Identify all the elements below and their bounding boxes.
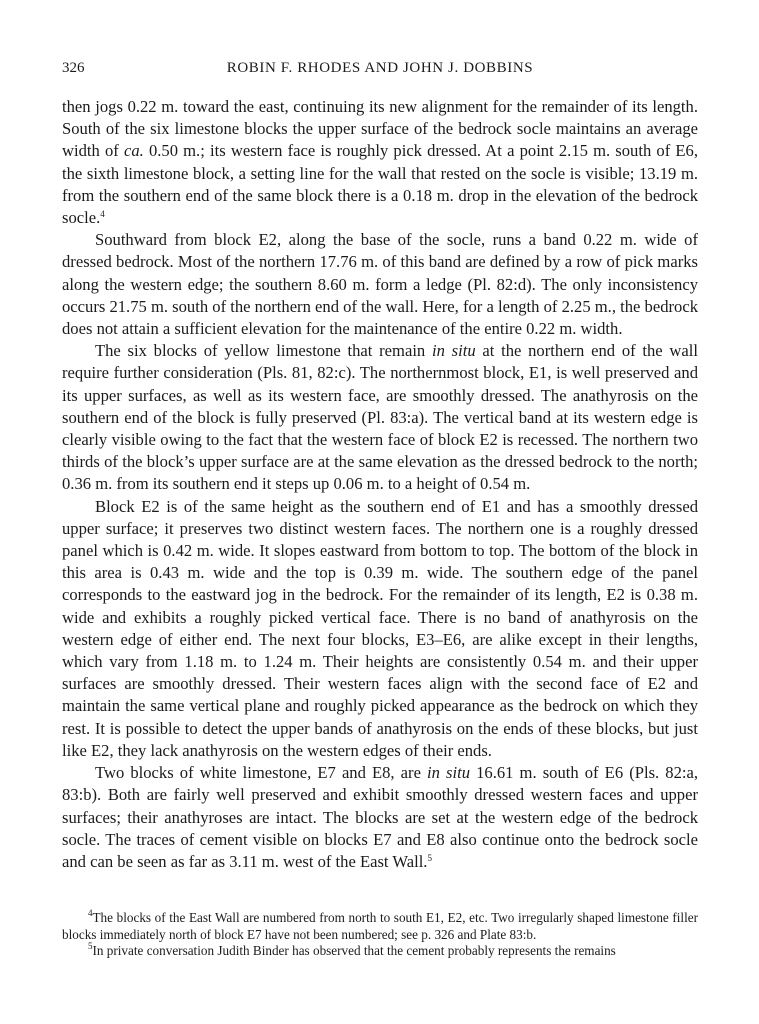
running-head: ROBIN F. RHODES AND JOHN J. DOBBINS	[226, 60, 534, 76]
paragraph	[62, 340, 698, 495]
text-run: at the northern end of the wall require further consideration (Pls. 81, 82:c). The northernmost block, E1, is well preserved and its upper surfaces, as well as its western face, are smoothly dressed. The anathyrosis on the southern end of the block is fully preserved (Pl. 83:a). The vertical band at its western edge is clearly visible owing to the fact that the western face of block E2 is recessed. The northern two thirds of the block’s upper surface are at the same elevation as the dressed bedrock to the north; 0.36 m. from its southern end it steps up 0.06 m. to a height of 0.54 m.	[62, 341, 698, 494]
italic-term: in situ	[427, 763, 471, 783]
text-run: Two blocks of white limestone, E7 and E8, are	[95, 763, 428, 783]
footnote-mark: 5	[88, 941, 93, 952]
page-header	[62, 60, 698, 82]
footnote-text: The blocks of the East Wall are numbered from north to south E1, E2, etc. Two irregularly shaped limestone filler blocks immediately north of block E7 have not been numbered; see p. 326 and Plate 83:b.	[62, 910, 698, 942]
footnote-ref: 5	[427, 852, 432, 863]
paragraph	[62, 96, 698, 229]
paragraph: Southward from block E2, along the base of the socle, runs a band 0.22 m. wide of dressed bedrock. Most of the northern 17.76 m. of this band are defined by a row of pick marks along the western edge; the southern 8.60 m. form a ledge (Pl. 82:d). The only inconsistency occurs 21.75 m. south of the northern end of the wall. Here, for a length of 2.25 m., the bedrock does not attain a sufficient elevation for the maintenance of the entire 0.22 m. width.	[62, 230, 698, 339]
text-run: 16.61 m. south of E6 (Pls. 82:a, 83:b). Both are fairly well preserved and exhibit smoothly dressed western faces and upper surfaces; their anathyroses are intact. The blocks are set at the western edge of the bedrock socle. The traces of cement visible on blocks E7 and E8 also continue onto the bedrock socle and can be seen as far as 3.11 m. west of the East Wall.	[62, 763, 698, 871]
paragraph: Block E2 is of the same height as the southern end of E1 and has a smoothly dressed upper surface; it preserves two distinct western faces. The northern one is a roughly dressed panel which is 0.42 m. wide. It slopes eastward from bottom to top. The bottom of the block in this area is 0.43 m. wide and the top is 0.39 m. wide. The southern edge of the panel corresponds to the eastward jog in the bedrock. For the remainder of its length, E2 is 0.38 m. wide and exhibits a roughly picked vertical face. There is no band of anathyrosis on the western edge of either end. The next four blocks, E3–E6, are alike except in their lengths, which vary from 1.18 m. to 1.24 m. Their heights are consistently 0.54 m. and their upper surfaces are smoothly dressed. Their western faces align with the second face of E2 and maintain the same vertical plane and roughly picked appearance as the bedrock on which they rest. It is possible to detect the upper bands of anathyrosis on the ends of these blocks, but just like E2, they lack anathyrosis on the western edges of their ends.	[62, 496, 698, 760]
italic-term: ca.	[123, 141, 144, 161]
page-number: 326	[62, 60, 85, 76]
footnote-mark: 4	[88, 908, 93, 918]
text-run: then jogs 0.22 m. toward the east, continuing its new alignment for the remainder of its length. South of the six limestone blocks the upper surface of the bedrock socle maintains an average width of	[62, 97, 698, 161]
paragraph	[62, 762, 698, 873]
text-run: The six blocks of yellow limestone that remain	[95, 341, 432, 361]
footnote-text: In private conversation Judith Binder has observed that the cement probably represents the remains	[92, 943, 616, 959]
text-run: 0.50 m.; its western face is roughly pick dressed. At a point 2.15 m. south of E6, the sixth limestone block, a setting line for the wall that rested on the socle is visible; 13.19 m. from the southern end of the same block there is a 0.18 m. drop in the elevation of the bedrock socle.	[62, 141, 699, 228]
footnote-ref: 4	[100, 209, 105, 220]
footnotes	[62, 910, 698, 960]
footnote	[62, 910, 698, 943]
body-text	[62, 96, 698, 873]
footnote	[62, 943, 698, 960]
italic-term: in situ	[431, 341, 476, 361]
